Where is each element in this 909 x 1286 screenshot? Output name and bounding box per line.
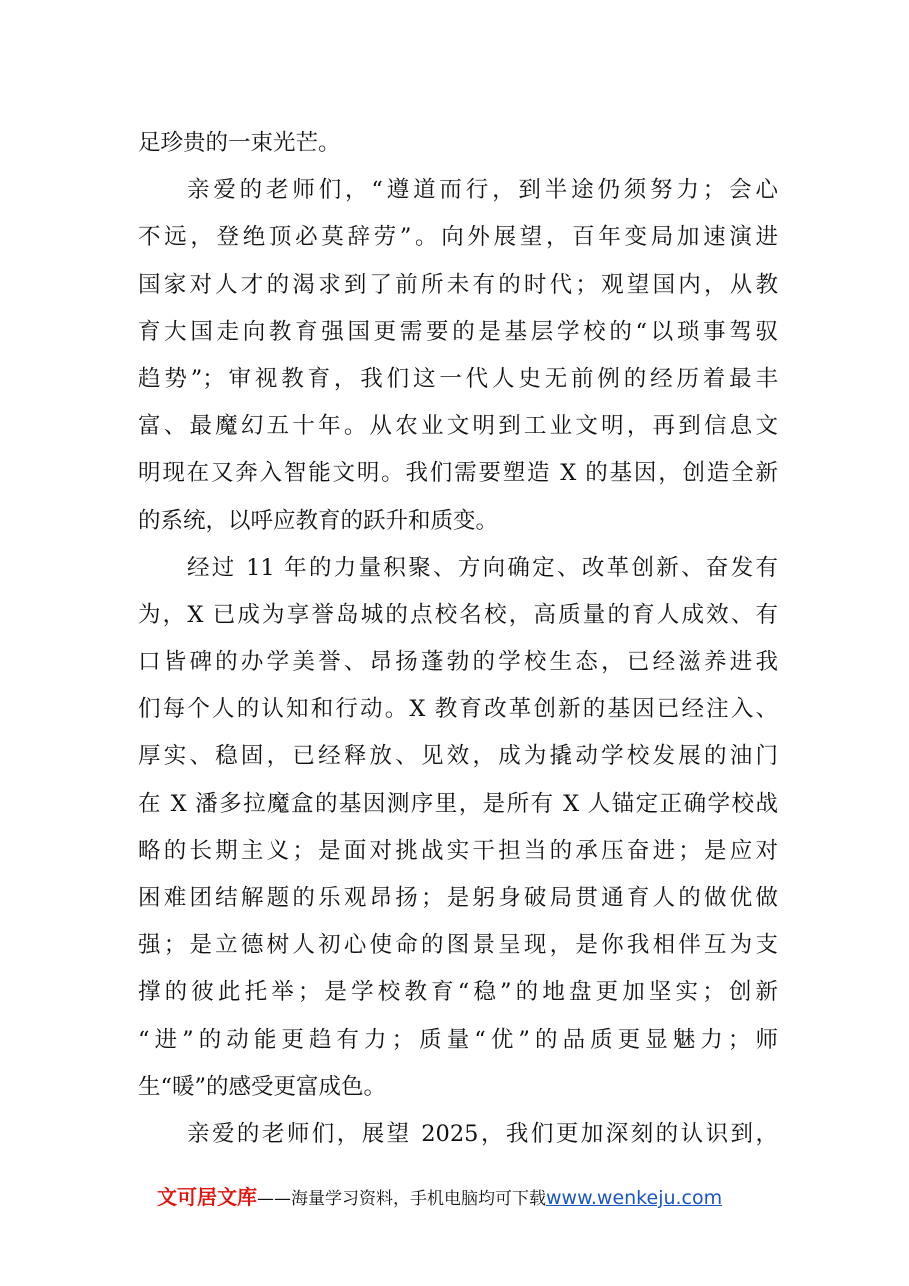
paragraph-line: 困难团结解题的乐观昂扬；是躬身破局贯通育人的做优做 [138, 885, 778, 911]
paragraph-line: 国家对人才的渴求到了前所未有的时代；观望国内，从教 [138, 271, 778, 298]
paragraph-line: 撑的彼此托举；是学校教育“稳”的地盘更加坚实；创新 [138, 979, 778, 1006]
paragraph-line: 趋势”；审视教育，我们这一代人史无前例的经历着最丰 [138, 365, 778, 392]
footer-banner [157, 1183, 777, 1211]
paragraph-line: 育大国走向教育强国更需要的是基层学校的“以琐事驾驭 [138, 318, 778, 345]
document-body [138, 120, 778, 1158]
paragraph-line: 的系统，以呼应教育的跃升和质变。 [138, 507, 499, 534]
paragraph-line: 口皆碑的办学美誉、昂扬蓬勃的学校生态，已经滋养进我 [138, 649, 778, 676]
paragraph-line: 亲爱的老师们，展望 2025，我们更加深刻的认识到， [187, 1120, 778, 1147]
paragraph-line: 为，X 已成为享誉岛城的点校名校，高质量的育人成效、有 [138, 601, 778, 628]
paragraph-line: 们每个人的认知和行动。X 教育改革创新的基因已经注入、 [138, 696, 778, 723]
paragraph-line: 生“暖”的感受更富成色。 [138, 1073, 387, 1100]
paragraph-line: 亲爱的老师们，“遵道而行，到半途仍须努力；会心 [187, 177, 778, 204]
paragraph-line: 在 X 潘多拉魔盒的基因测序里，是所有 X 人锚定正确学校战 [138, 790, 778, 817]
footer-tagline: ——海量学习资料，手机电脑均可下载 [257, 1189, 546, 1209]
paragraph-line: 经过 11 年的力量积聚、方向确定、改革创新、奋发有 [187, 554, 778, 581]
paragraph-line: 不远，登绝顶必莫辞劳”。向外展望，百年变局加速演进 [138, 224, 778, 251]
paragraph-line: 明现在又奔入智能文明。我们需要塑造 X 的基因，创造全新 [138, 460, 778, 487]
paragraph-line: “进”的动能更趋有力；质量“优”的品质更显魅力；师 [138, 1026, 778, 1053]
paragraph-line: 富、最魔幻五十年。从农业文明到工业文明，再到信息文 [138, 413, 778, 440]
paragraph-line: 足珍贵的一束光芒。 [138, 130, 341, 156]
paragraph-line: 略的长期主义；是面对挑战实干担当的承压奋进；是应对 [138, 837, 778, 864]
paragraph-line: 强；是立德树人初心使命的图景呈现，是你我相伴互为支 [138, 932, 778, 959]
footer-brand: 文可居文库 [157, 1185, 257, 1209]
paragraph-line: 厚实、稳固，已经释放、见效，成为撬动学校发展的油门 [138, 743, 778, 770]
footer-site-link[interactable]: www.wenkeju.com [546, 1187, 723, 1209]
